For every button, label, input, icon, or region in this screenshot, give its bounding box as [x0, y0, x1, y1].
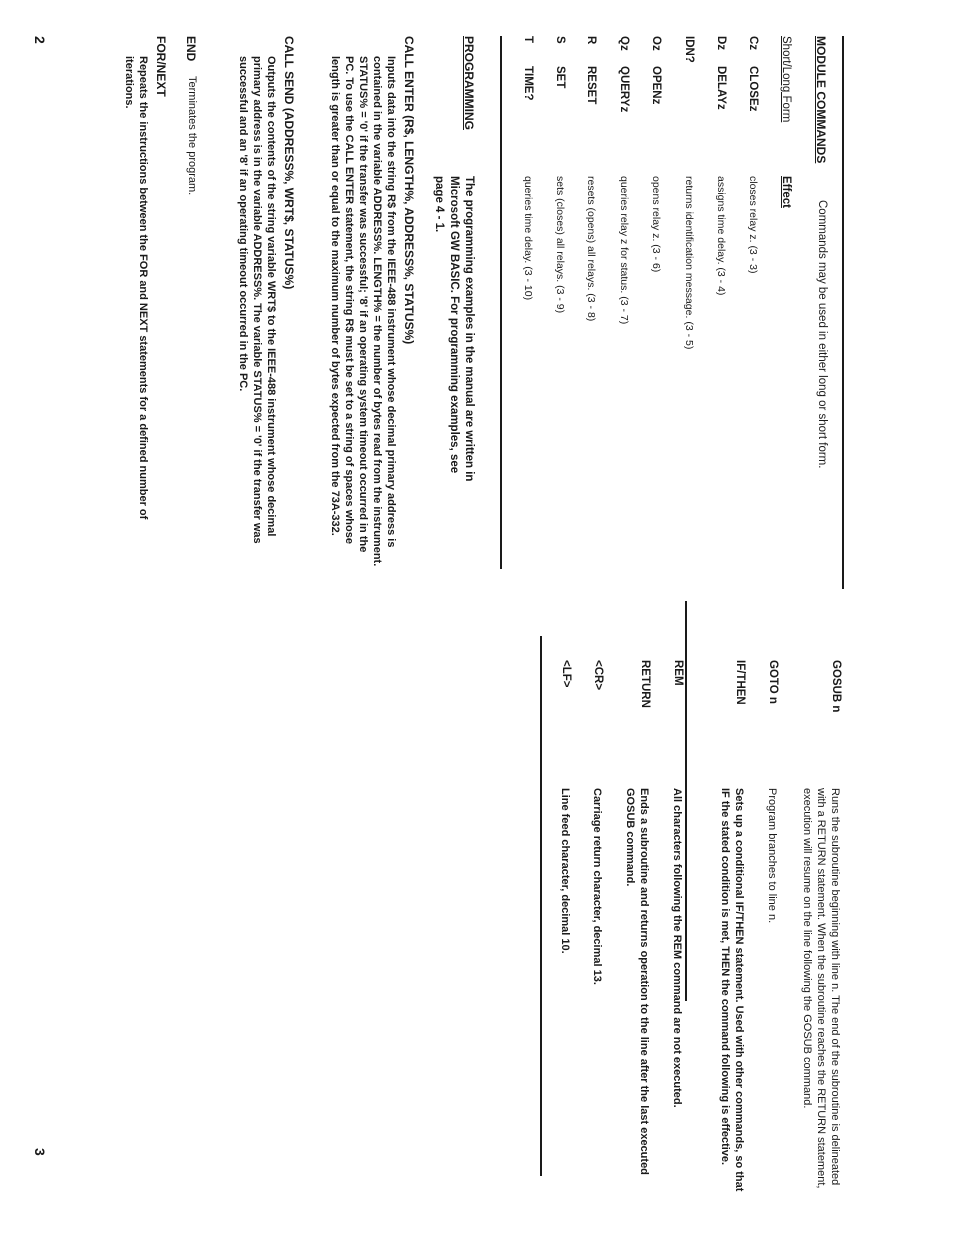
- col-header-form: Short/Long Form: [780, 36, 792, 123]
- statement-desc: Runs the subroutine beginning with line n. The end of the subroutine is delineated with a RETURN statement. When the subroutine reaches the RETURN statement, execution will resume on the line following the GOSUB command.: [801, 788, 841, 1189]
- command-row: [711, 36, 727, 556]
- command-effect: closes relay z. (3 - 3): [747, 176, 759, 274]
- programming-text: The programming examples in the manual are written in Microsoft GW BASIC. For programming examples, see page 4 - 1.: [433, 176, 475, 482]
- command-code: R: [585, 36, 597, 45]
- page-divider-rule: [685, 601, 687, 1001]
- command-code: S: [554, 36, 566, 44]
- statement-desc: Program branches to line n.: [766, 788, 778, 924]
- statement-desc: Carriage return character, decimal 13.: [591, 788, 603, 985]
- page-number-right: 3: [32, 1148, 48, 1156]
- statement-key: <CR>: [592, 660, 604, 691]
- command-effect: queries time delay. (3 - 10): [522, 176, 534, 301]
- statement-desc: All characters following the REM command are not executed.: [671, 788, 683, 1108]
- command-effect: resets (opens) all relays. (3 - 8): [585, 176, 597, 322]
- call-enter-heading: CALL ENTER (R$, LENGTH%, ADDRESS%, STATUS%): [402, 36, 416, 345]
- statement-key: GOSUB n: [830, 660, 842, 713]
- command-row: [679, 36, 695, 556]
- statement-desc: Ends a subroutine and returns operation to the line after the last executed GOSUB command.: [624, 788, 650, 1175]
- statement-key: GOTO n: [767, 660, 779, 704]
- programming-heading: PROGRAMMING: [462, 36, 476, 130]
- command-name: TIME?: [522, 66, 534, 101]
- statement-key: <LF>: [560, 660, 572, 688]
- command-name: QUERYz: [618, 66, 630, 113]
- command-effect: assigns time delay. (3 - 4): [715, 176, 727, 296]
- statement-key: REM: [672, 660, 684, 686]
- call-send-heading: CALL SEND (ADDRESS%, WRT$, STATUS%): [282, 36, 296, 290]
- command-code: T: [522, 36, 534, 44]
- statement-desc: Line feed character, decimal 10.: [559, 788, 571, 954]
- command-code: Qz: [618, 36, 630, 51]
- command-effect: queries relay z for status. (3 - 7): [618, 176, 630, 325]
- call-enter-body: Inputs data into the string R$ from the IEEE-488 instrument whose decimal primary address is contained in the variable ADDRESS%. LENGTH% = the number of bytes read from the instrument. STATUS% = '0' if the transfer was successful; '8' if an operating system timeout occurred in the PC. To use the CALL ENTER statement, the string R$ must be set to a string of spaces whose length is greater than or equal to the maximum number of bytes expected from the 73A-332.: [329, 56, 397, 567]
- module-commands-top-rule: [842, 36, 844, 589]
- for-next-key: FOR/NEXT: [154, 36, 168, 97]
- command-row: [550, 36, 566, 556]
- page-number-left: 2: [32, 36, 48, 44]
- command-code: Cz: [747, 36, 759, 51]
- command-effect: sets (closes) all relays. (3 - 9): [554, 176, 566, 314]
- command-row: [581, 36, 597, 556]
- command-name: DELAYz: [715, 66, 727, 110]
- statement-key: IF/THEN: [734, 660, 746, 705]
- statement-key: RETURN: [639, 660, 651, 708]
- command-effect: returns identification message. (3 - 5): [683, 176, 695, 350]
- command-row: [614, 36, 630, 556]
- command-row: [743, 36, 759, 556]
- statements-bottom-rule: [540, 636, 542, 1176]
- command-effect: opens relay z. (3 - 6): [650, 176, 662, 273]
- command-name: SET: [554, 66, 566, 89]
- call-send-body: Outputs the contents of the string variable WRT$ to the IEEE-488 instrument whose decimal primary address is in the variable ADDRESS%. The variable STATUS% = '0' if the transfer was successful and an '8' if an operating timeout occurred in the PC.: [237, 56, 277, 544]
- statement-desc: Sets up a conditional IF/THEN statement. Used with other commands, so that IF the stated condition is met, THEN the command following is effective.: [719, 788, 745, 1192]
- command-row: [518, 36, 534, 556]
- for-next-desc: Repeats the instructions between the FOR and NEXT statements for a defined number of iterations.: [123, 56, 149, 520]
- command-name: IDN?: [683, 36, 695, 63]
- end-key: END: [184, 36, 198, 62]
- programming-top-rule: [500, 36, 502, 569]
- command-code: Oz: [650, 36, 662, 51]
- module-commands-heading: MODULE COMMANDS: [814, 36, 828, 164]
- command-name: OPENz: [650, 66, 662, 105]
- end-desc: Terminates the program.: [186, 76, 198, 196]
- module-commands-intro: Commands may be used in either long or short form.: [816, 200, 828, 469]
- command-code: Dz: [715, 36, 727, 51]
- command-name: RESET: [585, 66, 597, 105]
- command-name: CLOSEz: [747, 66, 759, 112]
- col-header-effect: Effect: [780, 176, 792, 208]
- command-row: [646, 36, 662, 556]
